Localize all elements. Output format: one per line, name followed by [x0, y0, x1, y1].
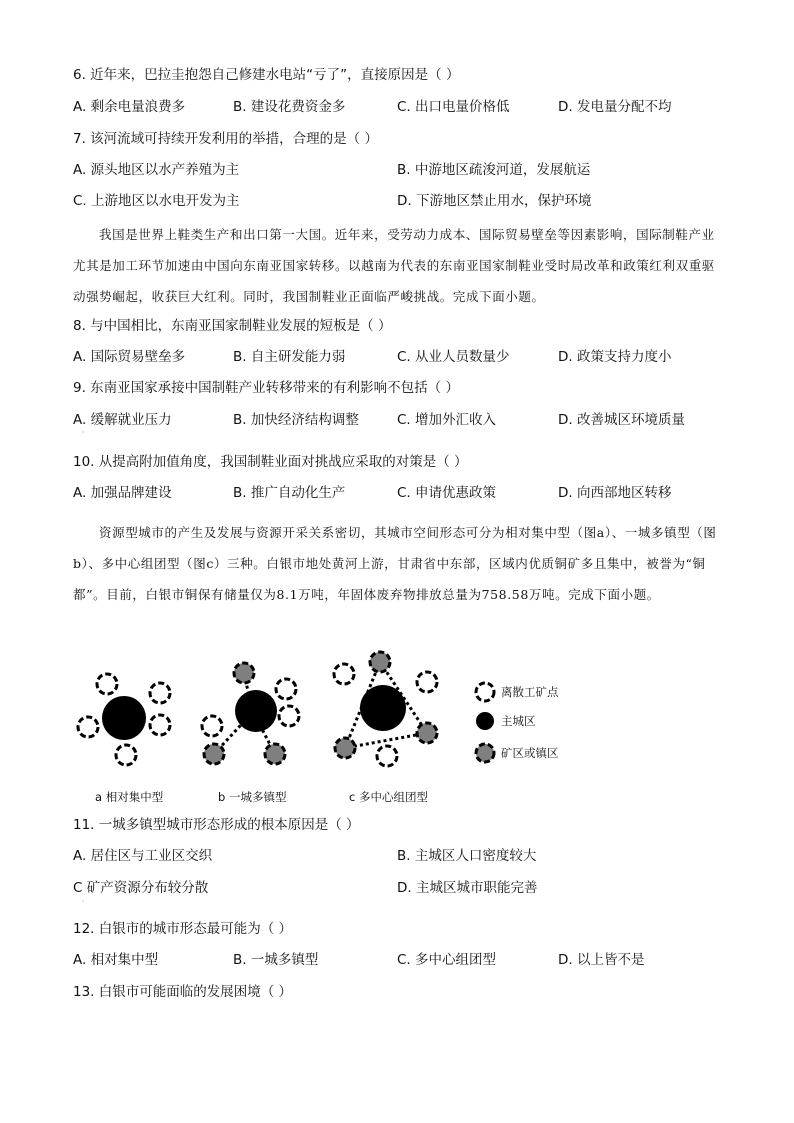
- question-9-stem: 9. 东南亚国家承接中国制鞋产业转移带来的有利影响不包括（ ）: [73, 380, 459, 396]
- q10-option-a: A. 加强品牌建设: [73, 485, 172, 501]
- q11-option-d: D. 主城区城市职能完善: [397, 880, 538, 896]
- q7-option-a: A. 源头地区以水产养殖为主: [73, 162, 240, 178]
- question-11-stem: 11. 一城多镇型城市形态形成的根本原因是（ ）: [73, 817, 360, 833]
- scattered-mine-point: [276, 679, 296, 699]
- scattered-mine-point: [202, 716, 222, 736]
- caption-c: c 多中心组团型: [349, 790, 428, 804]
- question-7-stem: 7. 该河流域可持续开发利用的举措，合理的是（ ）: [73, 131, 378, 147]
- mining-or-town-area: [265, 744, 285, 764]
- q12-option-a: A. 相对集中型: [73, 952, 159, 968]
- q8-option-d: D. 政策支持力度小: [558, 349, 672, 365]
- caption-b: b 一城多镇型: [218, 790, 287, 804]
- mining-or-town-area: [335, 738, 355, 758]
- mining-or-town-area: [204, 744, 224, 764]
- q10-option-c: C. 申请优惠政策: [397, 485, 497, 501]
- legend-label-town: 矿区或镇区: [501, 746, 559, 760]
- scattered-mine-point: [78, 717, 98, 737]
- scattered-mine-point: [150, 715, 170, 735]
- q11-option-b: B. 主城区人口密度较大: [397, 848, 537, 864]
- q8-option-a: A. 国际贸易壁垒多: [73, 349, 186, 365]
- legend-label-scattered-mine: 离散工矿点: [501, 685, 559, 699]
- q6-option-a: A. 剩余电量浪费多: [73, 99, 186, 115]
- main-urban-area: [360, 685, 406, 731]
- scattered-mine-point: [377, 746, 397, 766]
- q7-option-d: D. 下游地区禁止用水，保护环境: [397, 193, 592, 209]
- scattered-mine-point: [417, 672, 437, 692]
- q8-option-b: B. 自主研发能力弱: [233, 349, 346, 365]
- q11-option-a: A. 居住区与工业区交织: [73, 848, 213, 864]
- q9-option-a: A. 缓解就业压力: [73, 412, 172, 428]
- main-urban-area: [102, 696, 146, 740]
- reading-passage-shoe-industry: 我国是世界上鞋类生产和出口第一大国。近年来，受劳动力成本、国际贸易壁垒等因素影响，国际制鞋产业尤其是加工环节加速由中国向东南亚国家转移。以越南为代表的东南亚国家制鞋业受时局改革和政策红利双重驱动强势崛起，收获巨大红利。同时，我国制鞋业正面临严峻挑战。完成下面小题。: [73, 227, 715, 304]
- reading-passage-resource-city: 资源型城市的产生及发展与资源开采关系密切，其城市空间形态可分为相对集中型（图a）、一城多镇型（图b）、多中心组团型（图c）三种。白银市地处黄河上游，甘肃省中东部，区域内优质铜矿多且集中，被誉为“铜都”。目前，白银市铜保有储量仅为8.1万吨，年固体废弃物排放总量为758.58万吨。完成下面小题。: [73, 525, 717, 602]
- q12-option-b: B. 一城多镇型: [233, 952, 319, 968]
- question-6-stem: 6. 近年来，巴拉圭抱怨自己修建水电站“亏了”，直接原因是（ ）: [73, 67, 460, 83]
- diagram-c-multi-center-cluster: [334, 652, 437, 766]
- q12-option-d: D. 以上皆不是: [558, 952, 645, 968]
- mining-or-town-area: [417, 723, 437, 743]
- q10-option-b: B. 推广自动化生产: [233, 485, 346, 501]
- q6-option-d: D. 发电量分配不均: [558, 99, 672, 115]
- question-12-stem: 12. 白银市的城市形态最可能为（ ）: [73, 921, 293, 937]
- scattered-mine-point: [116, 745, 136, 765]
- q8-option-c: C. 从业人员数量少: [397, 349, 510, 365]
- q9-option-c: C. 增加外汇收入: [397, 412, 497, 428]
- diagram-a-relatively-concentrated: [78, 674, 170, 765]
- q12-option-c: C. 多中心组团型: [397, 952, 497, 968]
- mining-or-town-area: [234, 663, 254, 683]
- stray-mark: ·: [82, 897, 85, 906]
- scattered-mine-point: [334, 664, 354, 684]
- question-13-stem: 13. 白银市可能面临的发展困境（ ）: [73, 984, 293, 1000]
- legend-main-urban-symbol: [476, 712, 494, 730]
- stray-mark: ·: [82, 428, 85, 437]
- q10-option-d: D. 向西部地区转移: [558, 485, 672, 501]
- diagram-legend: [476, 683, 494, 762]
- scattered-mine-point: [97, 674, 117, 694]
- caption-a: a 相对集中型: [95, 790, 164, 804]
- q6-option-c: C. 出口电量价格低: [397, 99, 510, 115]
- scattered-mine-point: [150, 683, 170, 703]
- q6-option-b: B. 建设花费资金多: [233, 99, 346, 115]
- q9-option-b: B. 加快经济结构调整: [233, 412, 359, 428]
- scattered-mine-point: [279, 706, 299, 726]
- q7-option-b: B. 中游地区疏浚河道，发展航运: [397, 162, 591, 178]
- diagram-b-one-city-multi-towns: [202, 663, 299, 764]
- q9-option-d: D. 改善城区环境质量: [558, 412, 685, 428]
- legend-label-main-urban: 主城区: [501, 714, 536, 728]
- q11-option-c: C 矿产资源分布较分散: [73, 880, 209, 896]
- question-10-stem: 10. 从提高附加值角度，我国制鞋业面对挑战应采取的对策是（ ）: [73, 454, 468, 470]
- mining-or-town-area: [370, 652, 390, 672]
- legend-town-symbol: [476, 744, 494, 762]
- legend-scattered-mine-symbol: [476, 683, 494, 701]
- q7-option-c: C. 上游地区以水电开发为主: [73, 193, 240, 209]
- question-8-stem: 8. 与中国相比，东南亚国家制鞋业发展的短板是（ ）: [73, 318, 392, 334]
- main-urban-area: [235, 690, 277, 732]
